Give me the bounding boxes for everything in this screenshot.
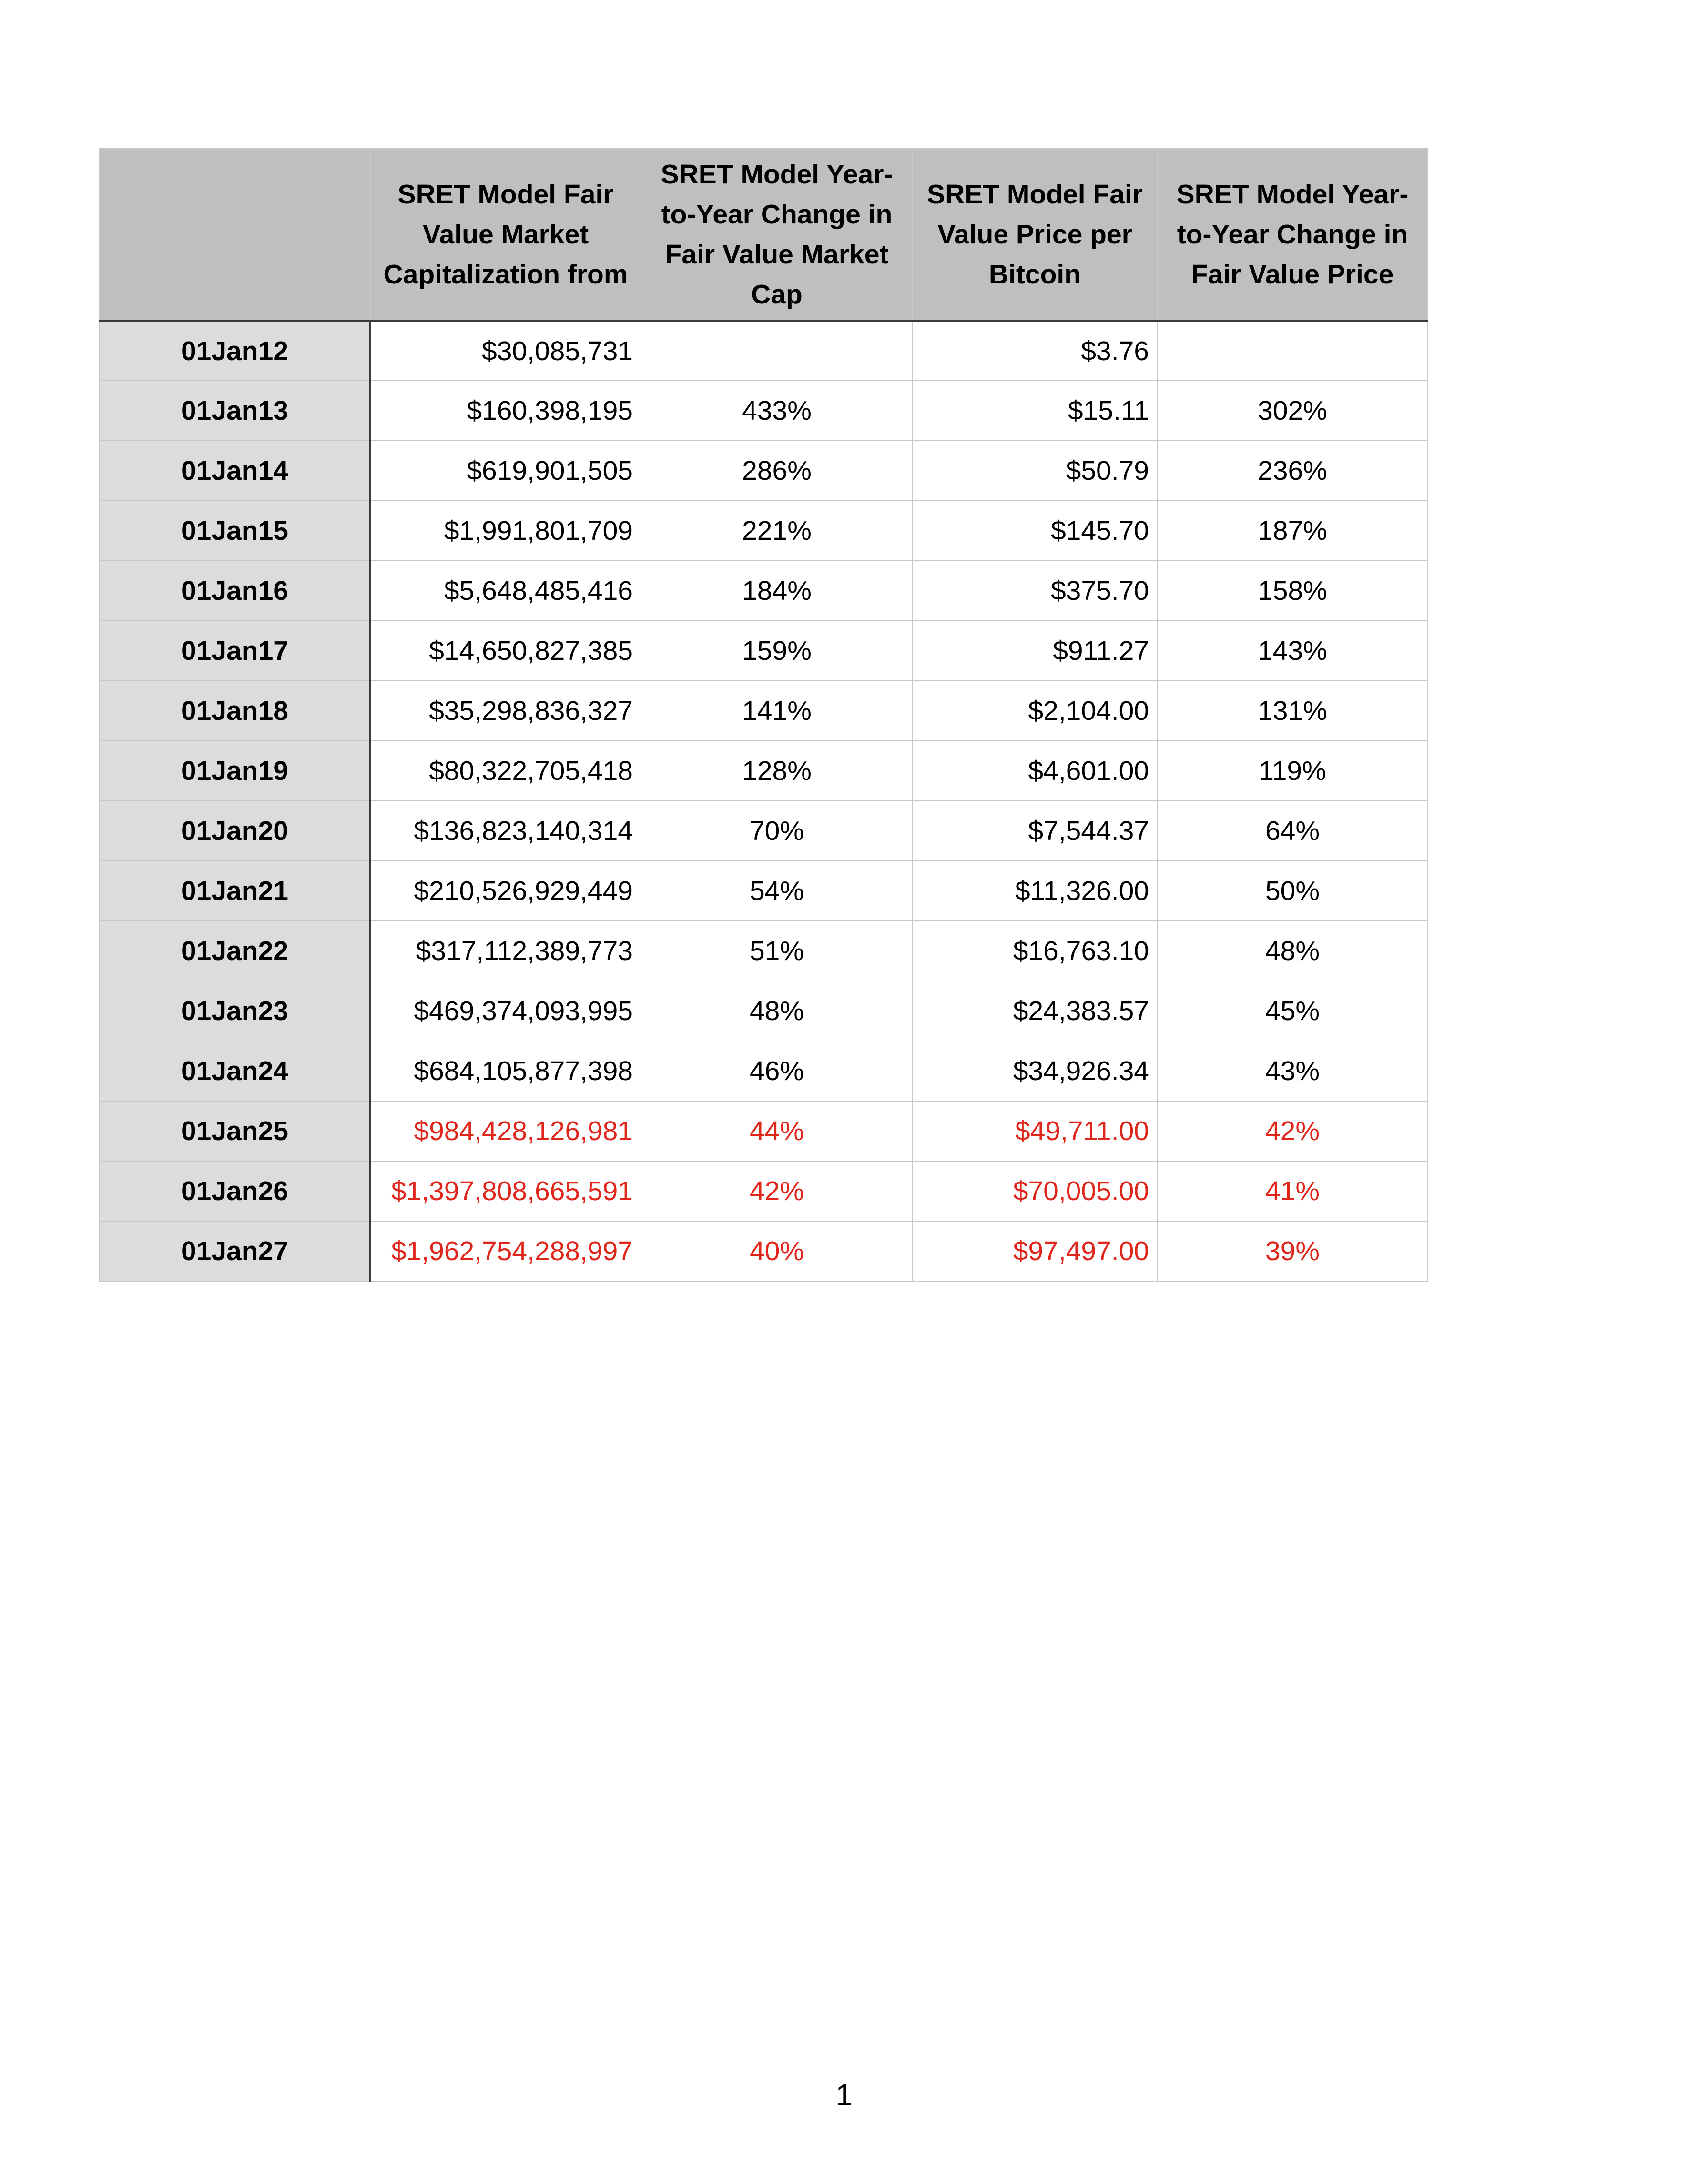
price-change-cell: 48% [1157, 921, 1428, 981]
table-row [100, 801, 1428, 861]
header-market-cap-change: SRET Model Year-to-Year Change in Fair Value Market Cap [641, 148, 913, 321]
market-cap-cell: $210,526,929,449 [370, 861, 641, 921]
price-cell: $4,601.00 [913, 741, 1157, 801]
market-cap-cell: $469,374,093,995 [370, 981, 641, 1041]
price-change-cell: 42% [1157, 1101, 1428, 1161]
date-cell: 01Jan12 [100, 321, 370, 381]
price-change-cell [1157, 321, 1428, 381]
page-number: 1 [835, 2078, 853, 2112]
market-cap-change-cell: 221% [641, 501, 913, 561]
market-cap-change-cell: 54% [641, 861, 913, 921]
price-cell: $911.27 [913, 621, 1157, 681]
price-cell: $50.79 [913, 441, 1157, 501]
price-cell: $15.11 [913, 381, 1157, 441]
date-cell: 01Jan22 [100, 921, 370, 981]
market-cap-change-cell: 286% [641, 441, 913, 501]
price-change-cell: 187% [1157, 501, 1428, 561]
market-cap-change-cell [641, 321, 913, 381]
table-row [100, 561, 1428, 621]
market-cap-cell: $1,991,801,709 [370, 501, 641, 561]
market-cap-cell: $14,650,827,385 [370, 621, 641, 681]
date-cell: 01Jan13 [100, 381, 370, 441]
price-change-cell: 158% [1157, 561, 1428, 621]
market-cap-change-cell: 141% [641, 681, 913, 741]
date-cell: 01Jan25 [100, 1101, 370, 1161]
data-table [99, 148, 1428, 1282]
table-row [100, 501, 1428, 561]
price-cell: $34,926.34 [913, 1041, 1157, 1101]
date-cell: 01Jan21 [100, 861, 370, 921]
price-cell: $145.70 [913, 501, 1157, 561]
market-cap-change-cell: 44% [641, 1101, 913, 1161]
price-change-cell: 45% [1157, 981, 1428, 1041]
price-change-cell: 50% [1157, 861, 1428, 921]
market-cap-change-cell: 184% [641, 561, 913, 621]
table-row [100, 681, 1428, 741]
market-cap-change-cell: 51% [641, 921, 913, 981]
date-cell: 01Jan16 [100, 561, 370, 621]
header-corner-cell [100, 148, 370, 321]
table-row [100, 1041, 1428, 1101]
price-cell: $7,544.37 [913, 801, 1157, 861]
table-body [100, 321, 1428, 1281]
price-cell: $97,497.00 [913, 1221, 1157, 1281]
date-cell: 01Jan23 [100, 981, 370, 1041]
price-change-cell: 236% [1157, 441, 1428, 501]
date-cell: 01Jan24 [100, 1041, 370, 1101]
price-change-cell: 64% [1157, 801, 1428, 861]
table-row [100, 981, 1428, 1041]
price-change-cell: 39% [1157, 1221, 1428, 1281]
price-change-cell: 41% [1157, 1161, 1428, 1221]
date-cell: 01Jan17 [100, 621, 370, 681]
price-cell: $24,383.57 [913, 981, 1157, 1041]
market-cap-cell: $1,397,808,665,591 [370, 1161, 641, 1221]
header-row [100, 148, 1428, 321]
market-cap-cell: $160,398,195 [370, 381, 641, 441]
market-cap-change-cell: 128% [641, 741, 913, 801]
date-cell: 01Jan27 [100, 1221, 370, 1281]
market-cap-change-cell: 40% [641, 1221, 913, 1281]
price-change-cell: 143% [1157, 621, 1428, 681]
table-row [100, 621, 1428, 681]
market-cap-cell: $1,962,754,288,997 [370, 1221, 641, 1281]
table-row [100, 1101, 1428, 1161]
market-cap-cell: $35,298,836,327 [370, 681, 641, 741]
market-cap-cell: $80,322,705,418 [370, 741, 641, 801]
market-cap-change-cell: 48% [641, 981, 913, 1041]
table-row [100, 741, 1428, 801]
market-cap-cell: $136,823,140,314 [370, 801, 641, 861]
market-cap-cell: $30,085,731 [370, 321, 641, 381]
price-change-cell: 43% [1157, 1041, 1428, 1101]
header-price: SRET Model Fair Value Price per Bitcoin [913, 148, 1157, 321]
price-cell: $70,005.00 [913, 1161, 1157, 1221]
table-row [100, 921, 1428, 981]
header-market-cap: SRET Model Fair Value Market Capitalization from [370, 148, 641, 321]
price-change-cell: 119% [1157, 741, 1428, 801]
market-cap-change-cell: 42% [641, 1161, 913, 1221]
price-change-cell: 302% [1157, 381, 1428, 441]
header-price-change: SRET Model Year-to-Year Change in Fair Value Price [1157, 148, 1428, 321]
price-cell: $2,104.00 [913, 681, 1157, 741]
table-row [100, 321, 1428, 381]
price-cell: $375.70 [913, 561, 1157, 621]
price-cell: $11,326.00 [913, 861, 1157, 921]
table-row [100, 861, 1428, 921]
market-cap-change-cell: 70% [641, 801, 913, 861]
market-cap-cell: $684,105,877,398 [370, 1041, 641, 1101]
market-cap-cell: $984,428,126,981 [370, 1101, 641, 1161]
price-cell: $3.76 [913, 321, 1157, 381]
market-cap-change-cell: 159% [641, 621, 913, 681]
date-cell: 01Jan19 [100, 741, 370, 801]
market-cap-change-cell: 46% [641, 1041, 913, 1101]
price-cell: $16,763.10 [913, 921, 1157, 981]
price-change-cell: 131% [1157, 681, 1428, 741]
market-cap-cell: $619,901,505 [370, 441, 641, 501]
market-cap-cell: $5,648,485,416 [370, 561, 641, 621]
date-cell: 01Jan15 [100, 501, 370, 561]
table-row [100, 381, 1428, 441]
date-cell: 01Jan20 [100, 801, 370, 861]
table-row [100, 1161, 1428, 1221]
date-cell: 01Jan14 [100, 441, 370, 501]
table-row [100, 441, 1428, 501]
market-cap-change-cell: 433% [641, 381, 913, 441]
date-cell: 01Jan26 [100, 1161, 370, 1221]
date-cell: 01Jan18 [100, 681, 370, 741]
table-row [100, 1221, 1428, 1281]
price-cell: $49,711.00 [913, 1101, 1157, 1161]
market-cap-cell: $317,112,389,773 [370, 921, 641, 981]
